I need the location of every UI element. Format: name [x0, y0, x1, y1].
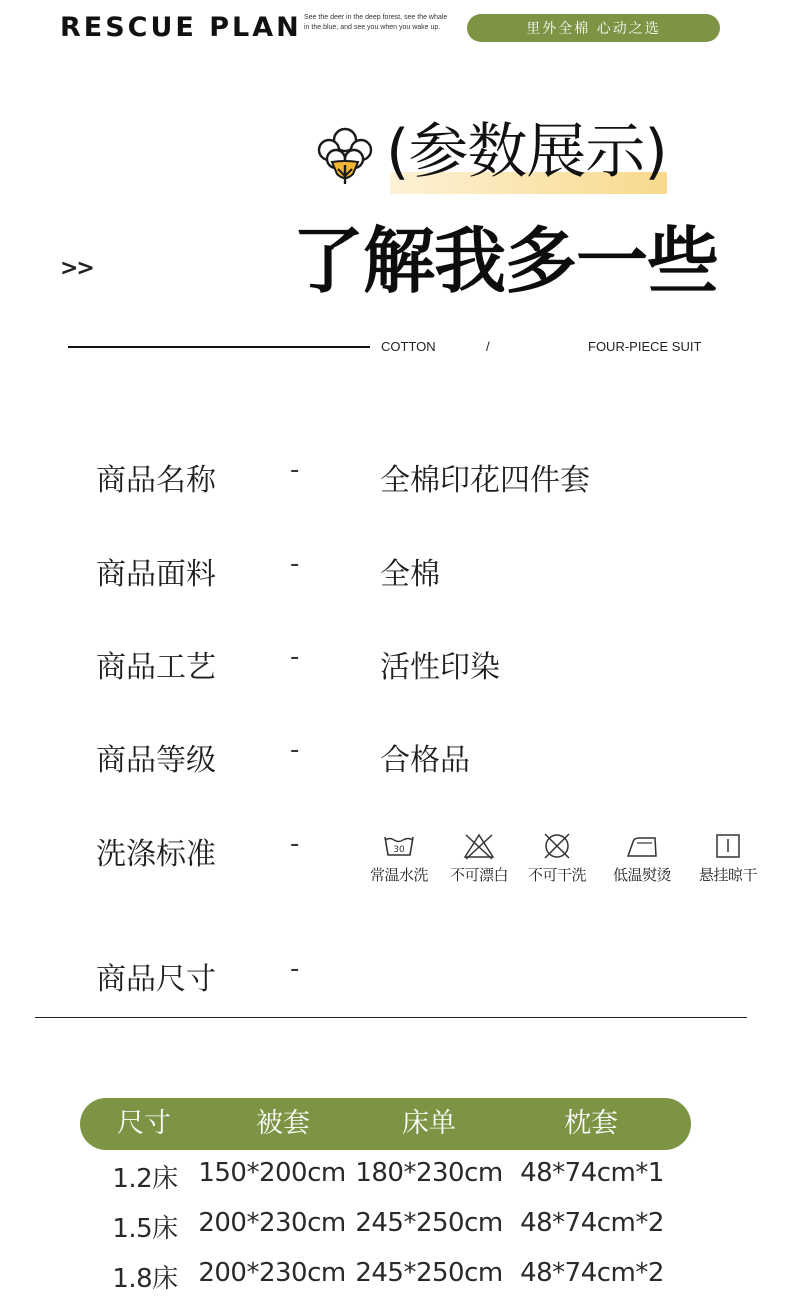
subtitle-cotton: COTTON: [381, 339, 436, 354]
care-hang-dry: [687, 832, 769, 885]
table-header-duvet: 被套: [256, 1108, 310, 1139]
param-label-craft: 商品工艺: [96, 650, 216, 685]
param-label-fabric: 商品面料: [96, 557, 216, 592]
wash-30-icon: [382, 832, 416, 860]
care-low-iron: [601, 832, 683, 885]
table-cell-size: 1.5床: [112, 1214, 178, 1244]
divider-line: [68, 346, 370, 348]
header-slogan-badge: 里外全棉 心动之选: [467, 14, 720, 42]
care-label: 悬挂晾干: [698, 866, 757, 884]
cotton-flower-icon: [314, 124, 376, 188]
table-header-sheet: 床单: [402, 1108, 456, 1139]
care-label: 低温熨烫: [612, 866, 671, 884]
param-dash: -: [290, 954, 300, 984]
table-cell-sheet: 245*250cm: [355, 1258, 503, 1288]
table-cell-pillowcase: 48*74cm*2: [520, 1258, 664, 1288]
table-cell-size: 1.8床: [112, 1264, 178, 1294]
svg-text:30: 30: [393, 845, 405, 855]
subtitle-four-piece: FOUR-PIECE SUIT: [588, 339, 702, 354]
table-cell-sheet: 180*230cm: [355, 1158, 503, 1188]
no-dry-clean-icon: [540, 832, 574, 860]
param-dash: -: [290, 829, 300, 859]
param-value-grade: 合格品: [380, 743, 470, 778]
brand-logo: RESCUE PLAN: [60, 12, 302, 43]
param-value-name: 全棉印花四件套: [380, 463, 590, 498]
param-label-size: 商品尺寸: [96, 962, 216, 997]
care-no-dry-clean: [516, 832, 598, 885]
care-wash-30: [358, 832, 440, 885]
table-header-size: 尺寸: [117, 1108, 171, 1139]
table-cell-pillowcase: 48*74cm*2: [520, 1208, 664, 1238]
param-dash: -: [290, 549, 300, 579]
param-value-fabric: 全棉: [380, 557, 440, 592]
care-label: 不可干洗: [527, 866, 586, 884]
param-label-grade: 商品等级: [96, 743, 216, 778]
section-title: (参数展示): [386, 117, 667, 187]
low-iron-icon: [625, 832, 659, 860]
no-bleach-icon: [462, 832, 496, 860]
headline: 了解我多一些: [291, 219, 718, 303]
care-no-bleach: [438, 832, 520, 885]
table-cell-duvet: 200*230cm: [198, 1208, 346, 1238]
table-cell-sheet: 245*250cm: [355, 1208, 503, 1238]
care-label: 常温水洗: [369, 866, 428, 884]
table-cell-pillowcase: 48*74cm*1: [520, 1158, 664, 1188]
param-label-name: 商品名称: [96, 463, 216, 498]
param-dash: -: [290, 735, 300, 765]
section-title-block: [386, 108, 667, 198]
param-dash: -: [290, 642, 300, 672]
size-divider: [35, 1017, 747, 1018]
param-value-craft: 活性印染: [380, 650, 500, 685]
param-label-wash: 洗涤标准: [96, 837, 216, 872]
brand-tagline: See the deer in the deep forest, see the whale in the blue, and see you when you wake up.: [304, 14, 448, 31]
subtitle-slash: /: [486, 339, 490, 354]
table-cell-duvet: 200*230cm: [198, 1258, 346, 1288]
table-cell-size: 1.2床: [112, 1164, 178, 1194]
arrows-marker: >>: [60, 256, 93, 281]
param-dash: -: [290, 455, 300, 485]
hang-dry-icon: [711, 832, 745, 860]
table-header-pillowcase: 枕套: [564, 1108, 618, 1139]
care-label: 不可漂白: [449, 866, 508, 884]
size-table-header: [80, 1098, 691, 1150]
table-cell-duvet: 150*200cm: [198, 1158, 346, 1188]
